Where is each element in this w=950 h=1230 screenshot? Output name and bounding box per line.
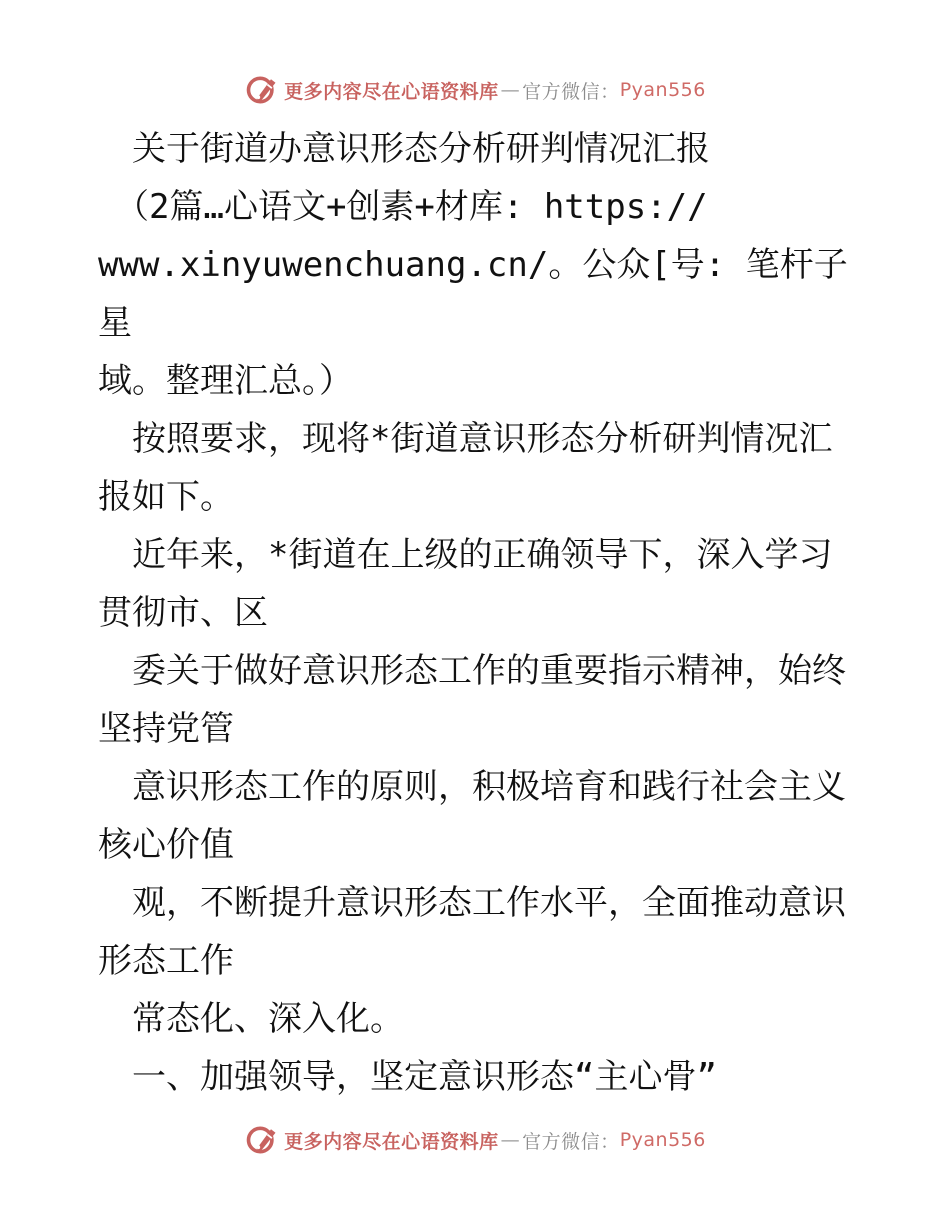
text-line: www.xinyuwenchuang.cn/。公众[号: 笔杆子星: [98, 245, 848, 343]
brand-text: 更多内容尽在心语资料库: [284, 80, 499, 103]
document-title: 关于街道办意识形态分析研判情况汇报: [98, 129, 710, 169]
text-line: 核心价值: [98, 825, 234, 865]
document-body: [98, 120, 858, 1106]
pen-nib-logo-icon: [244, 72, 280, 108]
section-heading: 一、加强领导，坚定意识形态“主心骨”: [98, 1057, 717, 1097]
text-line: 观，不断提升意识形态工作水平，全面推动意识: [98, 883, 846, 923]
text-line: 常态化、深入化。: [98, 999, 404, 1039]
contact-label: 官方微信：: [522, 1130, 620, 1153]
text-line: 贯彻市、区: [98, 593, 268, 633]
contact-id: Pyan556: [619, 79, 706, 101]
footer-brand-banner: [0, 1120, 950, 1160]
text-line: 坚持党管: [98, 709, 234, 749]
brand-separator: —: [500, 1129, 521, 1151]
text-line: 意识形态工作的原则，积极培育和践行社会主义: [98, 767, 846, 807]
brand-separator: —: [500, 79, 521, 101]
text-line: 委关于做好意识形态工作的重要指示精神，始终: [98, 651, 846, 691]
header-brand-banner: [0, 70, 950, 110]
contact-label: 官方微信：: [522, 80, 620, 103]
contact-id: Pyan556: [619, 1129, 706, 1151]
text-line: 报如下。: [98, 477, 234, 517]
brand-text: 更多内容尽在心语资料库: [284, 1130, 499, 1153]
text-line: （2篇…心语文+创素+材库: https://: [98, 187, 708, 227]
text-line: 形态工作: [98, 941, 234, 981]
pen-nib-logo-icon: [244, 1122, 280, 1158]
text-line: 按照要求，现将*街道意识形态分析研判情况汇: [98, 419, 833, 459]
text-line: 域。整理汇总。）: [98, 361, 353, 401]
text-line: 近年来，*街道在上级的正确领导下，深入学习: [98, 535, 833, 575]
